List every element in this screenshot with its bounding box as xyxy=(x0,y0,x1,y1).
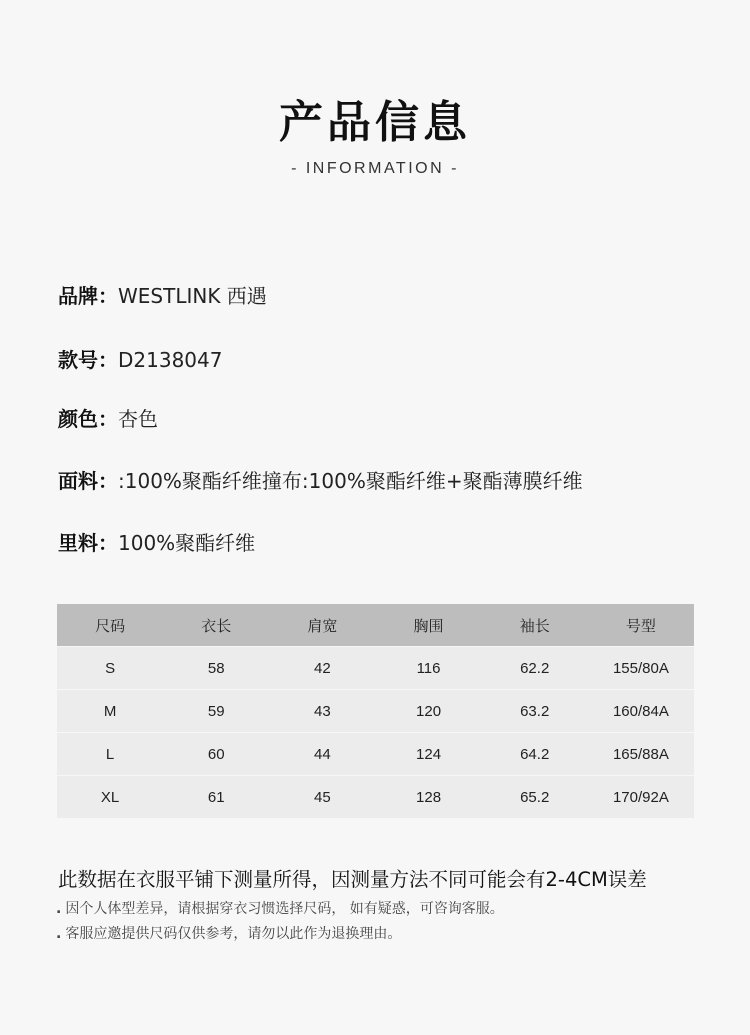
table-row xyxy=(57,647,694,690)
table-cell: 58 xyxy=(163,647,269,690)
table-cell: 63.2 xyxy=(482,690,588,733)
info-row-brand xyxy=(58,280,267,309)
note-item-text: 客服应邀提供尺码仅供参考，请勿以此作为退换理由。 xyxy=(65,926,402,942)
table-cell: 160/84A xyxy=(588,690,694,733)
table-cell: 43 xyxy=(269,690,375,733)
column-header-sleeve: 袖长 xyxy=(482,604,588,647)
table-cell: 155/80A xyxy=(588,647,694,690)
table-header-row xyxy=(57,604,694,647)
bullet-dot: . xyxy=(56,926,62,942)
table-cell: 59 xyxy=(163,690,269,733)
column-header-size: 尺码 xyxy=(57,604,163,647)
info-value: WESTLINK 西遇 xyxy=(118,284,267,308)
table-cell: 116 xyxy=(375,647,481,690)
bullet-dot: . xyxy=(56,901,62,917)
table-cell: 44 xyxy=(269,733,375,776)
table-cell: M xyxy=(57,690,163,733)
table-cell: 61 xyxy=(163,776,269,819)
info-value: 100%聚酯纤维 xyxy=(118,531,256,555)
info-label: 面料： xyxy=(58,469,118,493)
table-cell: 64.2 xyxy=(482,733,588,776)
table-cell: 42 xyxy=(269,647,375,690)
column-header-length: 衣长 xyxy=(163,604,269,647)
table-cell: 124 xyxy=(375,733,481,776)
info-label: 颜色： xyxy=(58,407,118,431)
table-cell: 62.2 xyxy=(482,647,588,690)
table-cell: 120 xyxy=(375,690,481,733)
table-cell: L xyxy=(57,733,163,776)
table-cell: 45 xyxy=(269,776,375,819)
table-cell: XL xyxy=(57,776,163,819)
column-header-chest: 胸围 xyxy=(375,604,481,647)
table-cell: 165/88A xyxy=(588,733,694,776)
info-value: D2138047 xyxy=(118,348,223,372)
info-label: 里料： xyxy=(58,531,118,555)
info-row-fabric xyxy=(58,465,583,494)
table-row xyxy=(57,690,694,733)
note-item xyxy=(56,923,401,943)
info-value: 杏色 xyxy=(118,407,158,431)
note-item xyxy=(56,898,504,918)
column-header-fit: 号型 xyxy=(588,604,694,647)
info-value: :100%聚酯纤维撞布:100%聚酯纤维+聚酯薄膜纤维 xyxy=(118,469,583,493)
size-table xyxy=(57,604,694,818)
info-row-color xyxy=(58,403,158,432)
info-label: 品牌： xyxy=(58,284,118,308)
page-subtitle: - INFORMATION - xyxy=(291,160,459,177)
table-cell: S xyxy=(57,647,163,690)
table-row xyxy=(57,776,694,819)
info-row-style-number xyxy=(58,344,222,373)
table-cell: 170/92A xyxy=(588,776,694,819)
table-cell: 60 xyxy=(163,733,269,776)
info-row-lining xyxy=(58,527,255,556)
page-title: 产品信息 xyxy=(279,97,471,148)
table-row xyxy=(57,733,694,776)
column-header-shoulder: 肩宽 xyxy=(269,604,375,647)
info-label: 款号： xyxy=(58,348,118,372)
note-item-text: 因个人体型差异，请根据穿衣习惯选择尺码， 如有疑惑，可咨询客服。 xyxy=(65,901,504,917)
table-cell: 65.2 xyxy=(482,776,588,819)
measurement-note: 此数据在衣服平铺下测量所得，因测量方法不同可能会有2-4CM误差 xyxy=(58,868,647,891)
table-cell: 128 xyxy=(375,776,481,819)
